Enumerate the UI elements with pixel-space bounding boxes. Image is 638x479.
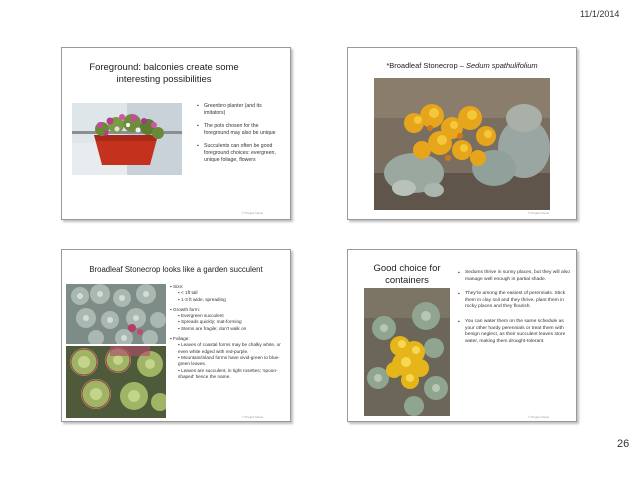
slide-thumbnail-3[interactable] — [61, 249, 291, 422]
sub-bullet: ▪ Spreads quickly; mat-forming — [178, 319, 242, 325]
stonecrop-photo — [374, 78, 550, 210]
bullet-item: ▪ Greenbro planter (and its imitators) — [197, 103, 283, 117]
sub-bullet: ▪ Mountain/inland forms have vivid-green to blue-green leaves. — [178, 354, 280, 367]
slide-bullets — [197, 103, 283, 170]
sub-bullet: ▪ Leaves are succulent, in tight rosettes; 'spoon-shaped' hence the name. — [178, 367, 278, 379]
slide-title: Good choice for containers — [373, 263, 441, 286]
slide-bullets — [170, 284, 286, 380]
slide-thumbnail-2[interactable] — [347, 47, 577, 220]
slide-date: 11/1/2014 — [580, 9, 620, 19]
bullet-label: ▪ Size: — [170, 284, 184, 289]
slide-title-main: *Broadleaf Stonecrop – — [386, 61, 466, 70]
slide-title: Foreground: balconies create some interesting possibilities — [89, 62, 239, 85]
slide-bullets — [458, 270, 570, 351]
bullet-item: ▪ They're among the easiest of perennials. Stick them in clay soil and they thrive, plant them in rocky places and they flourish. — [458, 291, 570, 311]
bullet-item: ▪ You can water them on the same schedule as your other hardy perennials or treat them with benign neglect, as their succulent leaves store water, making them drought-tolerant. — [458, 319, 570, 345]
bullet-group-growth — [170, 307, 286, 332]
succulent-photo-top — [66, 284, 166, 344]
slide-credit: © Project Name — [528, 415, 550, 419]
slide-thumbnail-4[interactable] — [347, 249, 577, 422]
sub-bullet: ▪ Stems are fragile; don't walk on — [178, 325, 247, 331]
sub-bullet: ▪ < 1ft tall — [178, 290, 198, 296]
bullet-item: ▪ Succulents can often be good foreground choices: evergreen, unique foliage, flowers — [197, 143, 283, 164]
bullet-label: ▪ Foliage: — [170, 336, 190, 342]
sub-bullet: ▪ Evergreen succulent — [178, 313, 224, 319]
slide-credit: © Project Name — [242, 415, 264, 419]
bullet-group-foliage — [170, 336, 286, 380]
page-number: 26 — [617, 438, 630, 450]
succulent-photo-bottom — [66, 346, 166, 418]
slide-credit: © Project Name — [528, 211, 550, 215]
sub-bullet: ▪ Leaves of coastal forms may be chalky white, or even white edged with red-purple. — [178, 342, 281, 354]
bullet-item: ▪ Sedums thrive in sunny places, but they will also manage well enough in partial shade. — [458, 270, 570, 283]
slide-title-species: Sedum spathulifolium — [465, 61, 538, 70]
slide-credit: © Project Name — [242, 211, 264, 215]
bullet-item: ▪ The pots chosen for the foreground may also be unique — [197, 123, 283, 137]
slide-title: Broadleaf Stonecrop looks like a garden succulent — [89, 265, 263, 274]
bullet-label: ▪ Growth form: — [170, 306, 201, 312]
container-sedum-photo — [364, 288, 450, 416]
sub-bullet: ▪ 1-3 ft wide, spreading — [178, 296, 226, 302]
slide-thumbnail-1[interactable] — [61, 47, 291, 220]
bullet-group-size — [170, 284, 286, 303]
planter-photo — [72, 103, 182, 175]
slide-title — [356, 61, 568, 71]
